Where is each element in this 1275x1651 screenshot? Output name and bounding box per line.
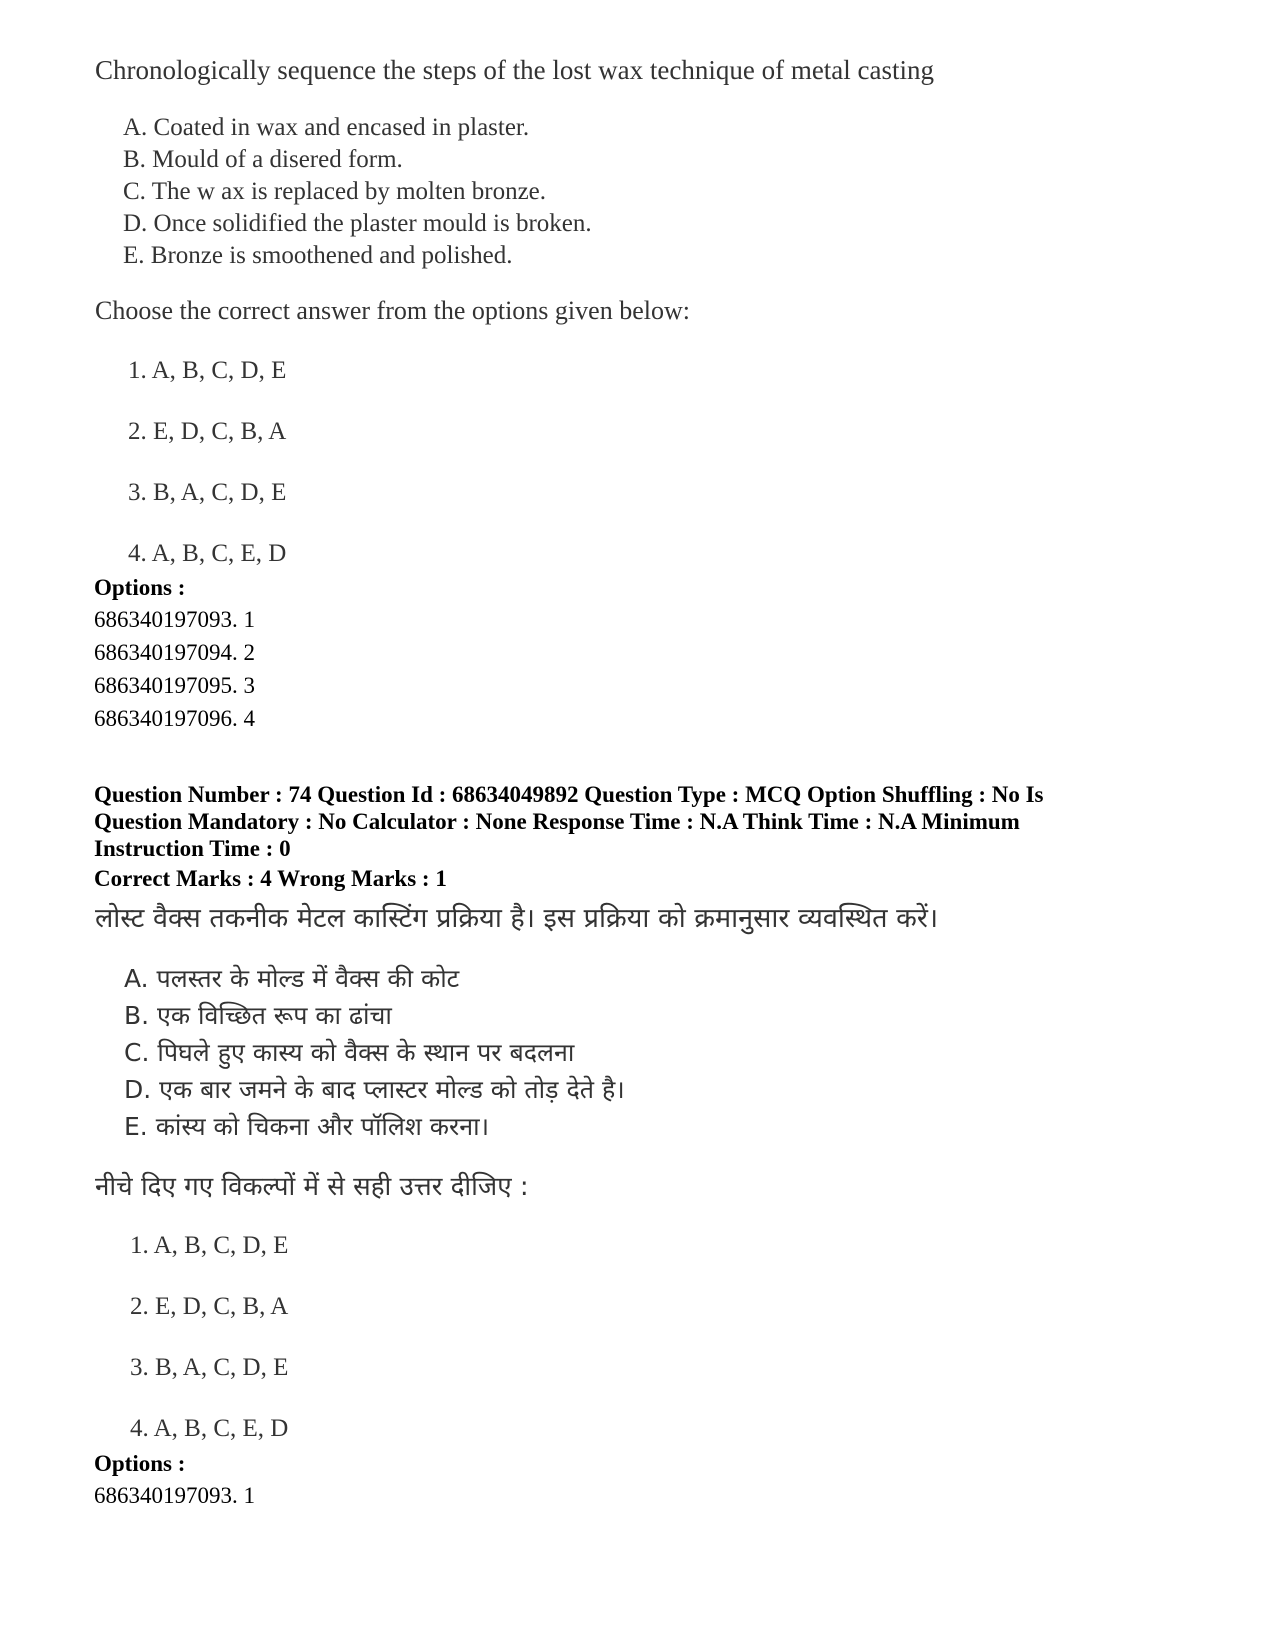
english-instruction: Choose the correct answer from the options given below: [95,296,690,325]
hindi-statement-d: D. एक बार जमने के बाद प्लास्टर मोल्ड को तोड़ देते है। [124,1075,625,1104]
english-choice-2: 2. E, D, C, B, A [128,418,287,445]
question-meta-line1: Question Number : 74 Question Id : 68634049892 Question Type : MCQ Option Shuffling : No Is [94,782,1044,807]
english-choice-1: 1. A, B, C, D, E [128,357,287,384]
statement-c: C. The w ax is replaced by molten bronze. [123,178,547,205]
hindi-choice-1: 1. A, B, C, D, E [130,1232,289,1259]
statement-a: A. Coated in wax and encased in plaster. [123,114,530,141]
hindi-statement-c: C. पिघले हुए कास्य को वैक्स के स्थान पर बदलना [124,1038,575,1067]
hindi-question-text: लोस्ट वैक्स तकनीक मेटल कास्टिंग प्रक्रिया है। इस प्रक्रिया को क्रमानुसार व्यवस्थित करें। [95,903,939,934]
hindi-instruction: नीचे दिए गए विकल्पों में से सही उत्तर दीजिए : [95,1172,529,1202]
hindi-choice-2: 2. E, D, C, B, A [130,1293,289,1320]
english-option-3: 686340197095. 3 [94,673,255,698]
hindi-options-label: Options : [94,1451,186,1476]
english-choice-4: 4. A, B, C, E, D [128,540,287,567]
question-meta-line2: Question Mandatory : No Calculator : None Response Time : N.A Think Time : N.A Minimum [94,809,1020,834]
hindi-statements [124,960,625,1145]
hindi-option-1: 686340197093. 1 [94,1483,255,1508]
statement-d: D. Once solidified the plaster mould is broken. [123,210,592,237]
english-option-1: 686340197093. 1 [94,607,255,632]
hindi-statement-e: E. कांस्य को चिकना और पॉलिश करना। [124,1112,490,1141]
english-statements [123,112,592,272]
hindi-statement-b: B. एक विच्छित रूप का ढांचा [124,1001,392,1030]
english-options-label: Options : [94,575,186,600]
english-option-2: 686340197094. 2 [94,640,255,665]
english-choice-3: 3. B, A, C, D, E [128,479,287,506]
statement-b: B. Mould of a disered form. [123,146,403,173]
hindi-statement-a: A. पलस्तर के मोल्ड में वैक्स की कोट [124,964,460,993]
question-meta-line3: Instruction Time : 0 [94,836,291,861]
english-option-4: 686340197096. 4 [94,706,255,731]
question-marks: Correct Marks : 4 Wrong Marks : 1 [94,866,447,891]
statement-e: E. Bronze is smoothened and polished. [123,242,513,269]
question-meta [94,781,1184,862]
english-question-text: Chronologically sequence the steps of the lost wax technique of metal casting [95,55,935,85]
hindi-choice-4: 4. A, B, C, E, D [130,1415,289,1442]
hindi-choice-3: 3. B, A, C, D, E [130,1354,289,1381]
